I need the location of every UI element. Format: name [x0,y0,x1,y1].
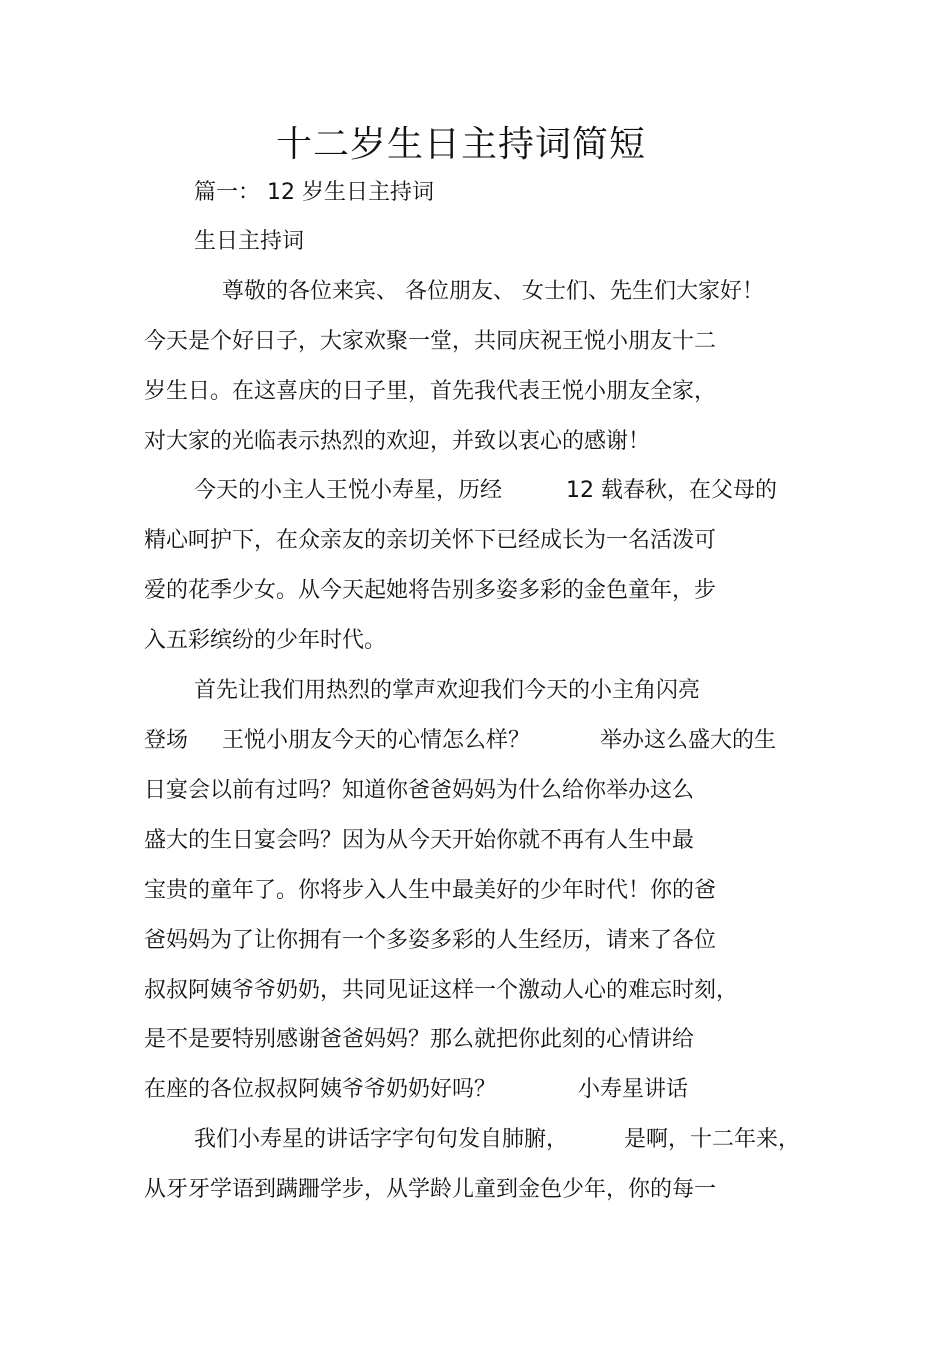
paragraph-line: 是不是要特别感谢爸爸妈妈？那么就把你此刻的心情讲给 [144,1027,695,1052]
paragraph-line: 岁生日。在这喜庆的日子里，首先我代表王悦小朋友全家， [144,379,717,404]
paragraph-line: 举办这么盛大的生 [600,728,777,753]
paragraph-line: 从牙牙学语到蹒跚学步，从学龄儿童到金色少年，你的每一 [144,1177,717,1202]
paragraph-line: 今天是个好日子，大家欢聚一堂，共同庆祝王悦小朋友十二 [144,329,717,354]
paragraph-line: 12 载春秋，在父母的 [566,478,777,503]
document-title: 十二岁生日主持词简短 [275,124,646,165]
paragraph-line: 入五彩缤纷的少年时代。 [144,628,387,653]
paragraph-line: 首先让我们用热烈的掌声欢迎我们今天的小主角闪亮 [194,678,701,703]
paragraph-line: 王悦小朋友今天的心情怎么样？ [222,728,531,753]
paragraph-line: 小寿星讲话 [578,1077,689,1102]
paragraph-line: 爱的花季少女。从今天起她将告别多姿多彩的金色童年，步 [144,578,717,603]
paragraph-line: 在座的各位叔叔阿姨爷爷奶奶好吗？ [144,1077,497,1102]
paragraph-line: 今天的小主人王悦小寿星，历经 [194,478,503,503]
subsection-heading: 生日主持词 [194,229,305,254]
paragraph-line: 宝贵的童年了。你将步入人生中最美好的少年时代！你的爸 [144,878,717,903]
paragraph-line: 精心呵护下，在众亲友的亲切关怀下已经成长为一名活泼可 [144,528,717,553]
paragraph-line: 登场 [144,728,189,753]
paragraph-line: 尊敬的各位来宾、 各位朋友、 女士们、先生们大家好！ [222,279,764,304]
paragraph-line: 叔叔阿姨爷爷奶奶，共同见证这样一个激动人心的难忘时刻， [144,978,739,1003]
paragraph-line: 对大家的光临表示热烈的欢迎，并致以衷心的感谢！ [144,429,651,454]
paragraph-line: 爸妈妈为了让你拥有一个多姿多彩的人生经历，请来了各位 [144,928,717,953]
section-heading: 篇一： 12 岁生日主持词 [194,180,434,205]
paragraph-line: 日宴会以前有过吗？知道你爸爸妈妈为什么给你举办这么 [144,778,695,803]
paragraph-line: 盛大的生日宴会吗？因为从今天开始你就不再有人生中最 [144,828,695,853]
paragraph-line: 是啊，十二年来， [624,1127,801,1152]
paragraph-line: 我们小寿星的讲话字字句句发自肺腑， [194,1127,569,1152]
